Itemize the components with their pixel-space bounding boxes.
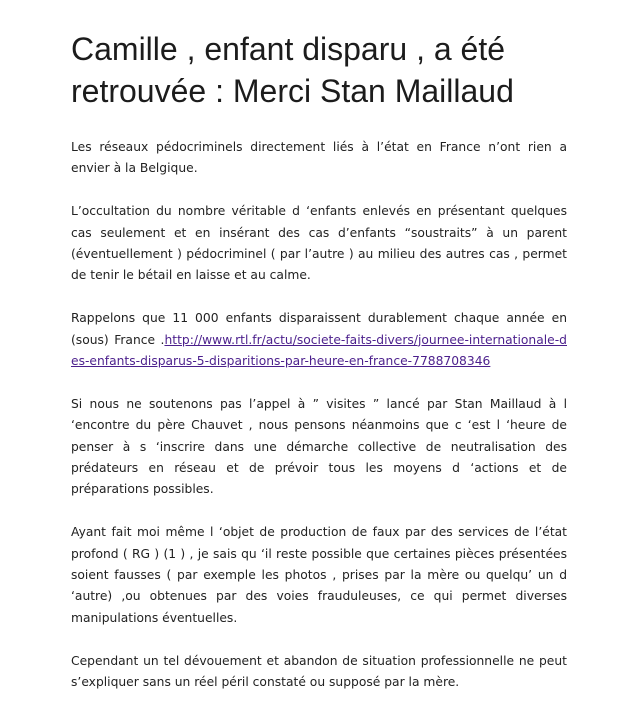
paragraph-occultation: L’occultation du nombre véritable d ‘enfants enlevés en présentant quelques cas seulement et en insérant des cas d’enfants “soustraits” à un parent (éventuellement ) pédocriminel ( par l’autre ) au milieu des autres cas , permet de tenir le bétail en laisse et au calme. [71,204,567,283]
paragraph-forgery: Ayant fait moi même l ‘objet de production de faux par des services de l’état profond ( RG ) (1 ) , je sais qu ‘il reste possible que certaines pièces présentées soient fausses ( par exemple les photos , prises par la mère ou quelqu’ un d ‘autre) ,ou obtenues par des voies frauduleuses, ce qui permet diverses manipulations éventuelles. [71,525,567,625]
paragraph-appeal: Si nous ne soutenons pas l’appel à ” visites ” lancé par Stan Maillaud à l ‘encontre du père Chauvet , nous pensons néanmoins que c ‘est l ‘heure de penser à s ‘inscrire dans une démarche collective de neutralisation des prédateurs en réseau et de prévoir tous les moyens d ‘actions et de préparations possibles. [71,396,567,497]
paragraph-statistics-text: Rappelons que 11 000 enfants disparaissent durablement chaque année en (sous) France . [71,311,567,347]
paragraph-intro: Les réseaux pédocriminels directement liés à l’état en France n’ont rien a envier à la Belgique. [71,140,567,176]
rtl-article-link[interactable]: http://www.rtl.fr/actu/societe-faits-divers/journee-internationale-des-enfants-disparus-5-disparitions-par-heure-en-france-7788708346 [71,332,567,369]
article-body [71,137,567,715]
paragraph-statistics [71,308,567,372]
paragraph-devotion: Cependant un tel dévouement et abandon de situation professionnelle ne peut s’expliquer sans un réel péril constaté ou supposé par la mère. [71,653,567,690]
article-title: Camille , enfant disparu , a été retrouvée : Merci Stan Maillaud [71,31,514,109]
